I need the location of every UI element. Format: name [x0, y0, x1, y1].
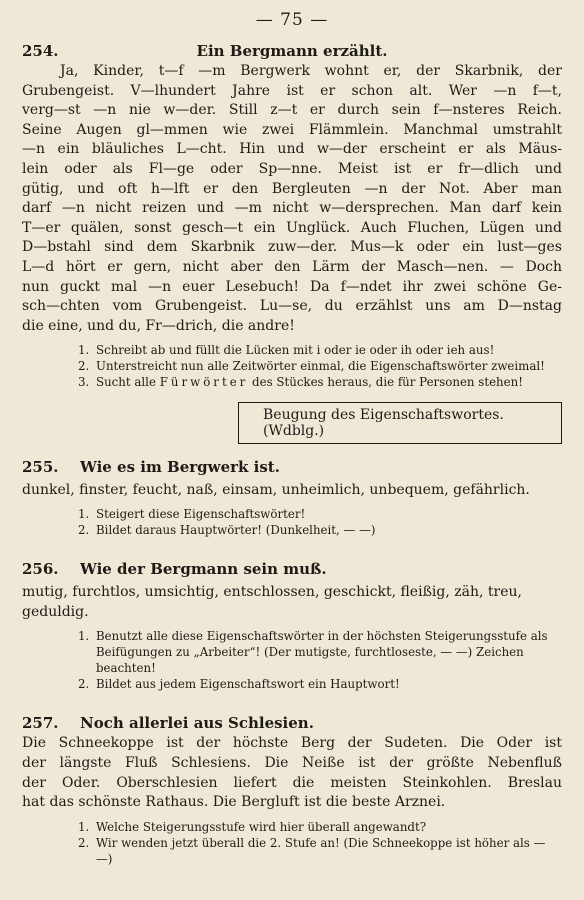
section-number: 254. — [22, 42, 59, 60]
text-line: Grubengeist. V—lhundert Jahre ist er schon alt. Wer —n f—t, — [22, 82, 562, 99]
text-line: D—bstahl sind dem Skarbnik zuw—der. Mus—k oder ein lust—ges — [22, 239, 562, 256]
facts-text — [22, 734, 562, 812]
section-title: Wie der Bergmann sein muß. — [80, 560, 327, 579]
section-number: 257. — [22, 714, 59, 733]
task-list — [78, 628, 562, 692]
section-title: Wie es im Bergwerk ist. — [80, 458, 280, 477]
word-list: dunkel, finster, feucht, naß, einsam, unheimlich, unbequem, gefährlich. — [22, 482, 530, 499]
text-line: Seine Augen gl—mmen wie zwei Flämmlein. Manchmal umstrahlt — [22, 121, 562, 138]
task-list — [78, 506, 562, 538]
text-line: darf —n nicht reizen und —m nicht w—dersprechen. Man darf kein — [22, 200, 562, 217]
text-line: der längste Fluß Schlesiens. Die Neiße ist der größte Nebenfluß — [22, 754, 562, 771]
section-number: 255. — [22, 458, 59, 477]
section-number: 256. — [22, 560, 59, 579]
task-item: 1. Benutzt alle diese Eigenschaftswörter in der höchsten Steigerungsstufe als Beifügungen zu „Arbeiter“! (Der mutigste, furchtloseste, — —) Zeichen beachten! — [78, 629, 548, 676]
task-list — [78, 819, 562, 867]
text-line: hat das schönste Rathaus. Die Bergluft ist die beste Arznei. — [22, 794, 446, 811]
section-254-header — [22, 42, 562, 60]
text-line: die eine, und du, Fr—drich, die andre! — [22, 317, 295, 334]
section-256-header — [22, 560, 562, 578]
section-title: Ein Bergmann erzählt. — [196, 42, 388, 60]
task-item: 1. Welche Steigerungsstufe wird hier überall angewandt? — [78, 819, 427, 834]
task-item: 2. Bildet aus jedem Eigenschaftswort ein Hauptwort! — [78, 677, 400, 692]
section-255-header — [22, 458, 562, 476]
word-list: mutig, furchtlos, umsichtig, entschlossen, geschickt, fleißig, zäh, treu, geduldig. — [22, 584, 522, 621]
story-text — [22, 62, 562, 336]
section-257-header — [22, 714, 562, 732]
task-item: 1. Schreibt ab und füllt die Lücken mit i oder ie oder ih oder ieh aus! — [78, 343, 495, 358]
task-item: 2. Unterstreicht nun alle Zeitwörter einmal, die Eigenschaftswörter zweimal! — [78, 359, 545, 374]
section-256 — [22, 560, 562, 692]
task-item: 1. Steigert diese Eigenschaftswörter! — [78, 507, 306, 522]
task-item: 3. Sucht alle Fürwörter des Stückes heraus, die für Personen stehen! — [78, 375, 523, 390]
emphasized-word: Fürwörter — [159, 375, 249, 390]
text-line: T—er quälen, sonst gesch—t ein Unglück. Auch Fluchen, Lügen und — [22, 219, 562, 236]
text-line: nun guckt mal —n euer Lesebuch! Da f—ndet ihr zwei schöne Ge- — [22, 278, 562, 295]
text-line: Ja, Kinder, t—f —m Bergwerk wohnt er, der Skarbnik, der — [60, 63, 562, 79]
section-title: Noch allerlei aus Schlesien. — [80, 714, 314, 733]
section-254 — [22, 42, 562, 390]
task-list — [78, 342, 562, 390]
grammar-topic-box: Beugung des Eigenschaftswortes. (Wdblg.) — [238, 402, 562, 444]
section-255 — [22, 458, 562, 538]
text-line: sch—chten vom Grubengeist. Lu—se, du erzählst uns am D—nstag — [22, 298, 562, 315]
text-line: verg—st —n nie w—der. Still z—t er durch sein f—nsteres Reich. — [22, 102, 562, 119]
page-number: — 75 — — [255, 10, 329, 30]
text-line: L—d hört er gern, nicht aber den Lärm der Masch—nen. — Doch — [22, 258, 562, 275]
task-item: 2. Wir wenden jetzt überall die 2. Stufe an! (Die Schneekoppe ist höher als — —) — [78, 835, 546, 866]
section-257 — [22, 714, 562, 866]
text-line: lein oder als Fl—ge oder Sp—nne. Meist ist er fr—dlich und — [22, 160, 562, 177]
text-line: der Oder. Oberschlesien liefert die meisten Steinkohlen. Breslau — [22, 774, 562, 791]
text-line: Die Schneekoppe ist der höchste Berg der Sudeten. Die Oder ist — [22, 735, 562, 752]
task-item: 2. Bildet daraus Hauptwörter! (Dunkelheit, — —) — [78, 523, 376, 538]
text-line: —n ein bläuliches L—cht. Hin und w—der erscheint er als Mäus- — [22, 141, 562, 158]
text-line: gütig, und oft h—lft er den Bergleuten —n der Not. Aber man — [22, 180, 562, 197]
